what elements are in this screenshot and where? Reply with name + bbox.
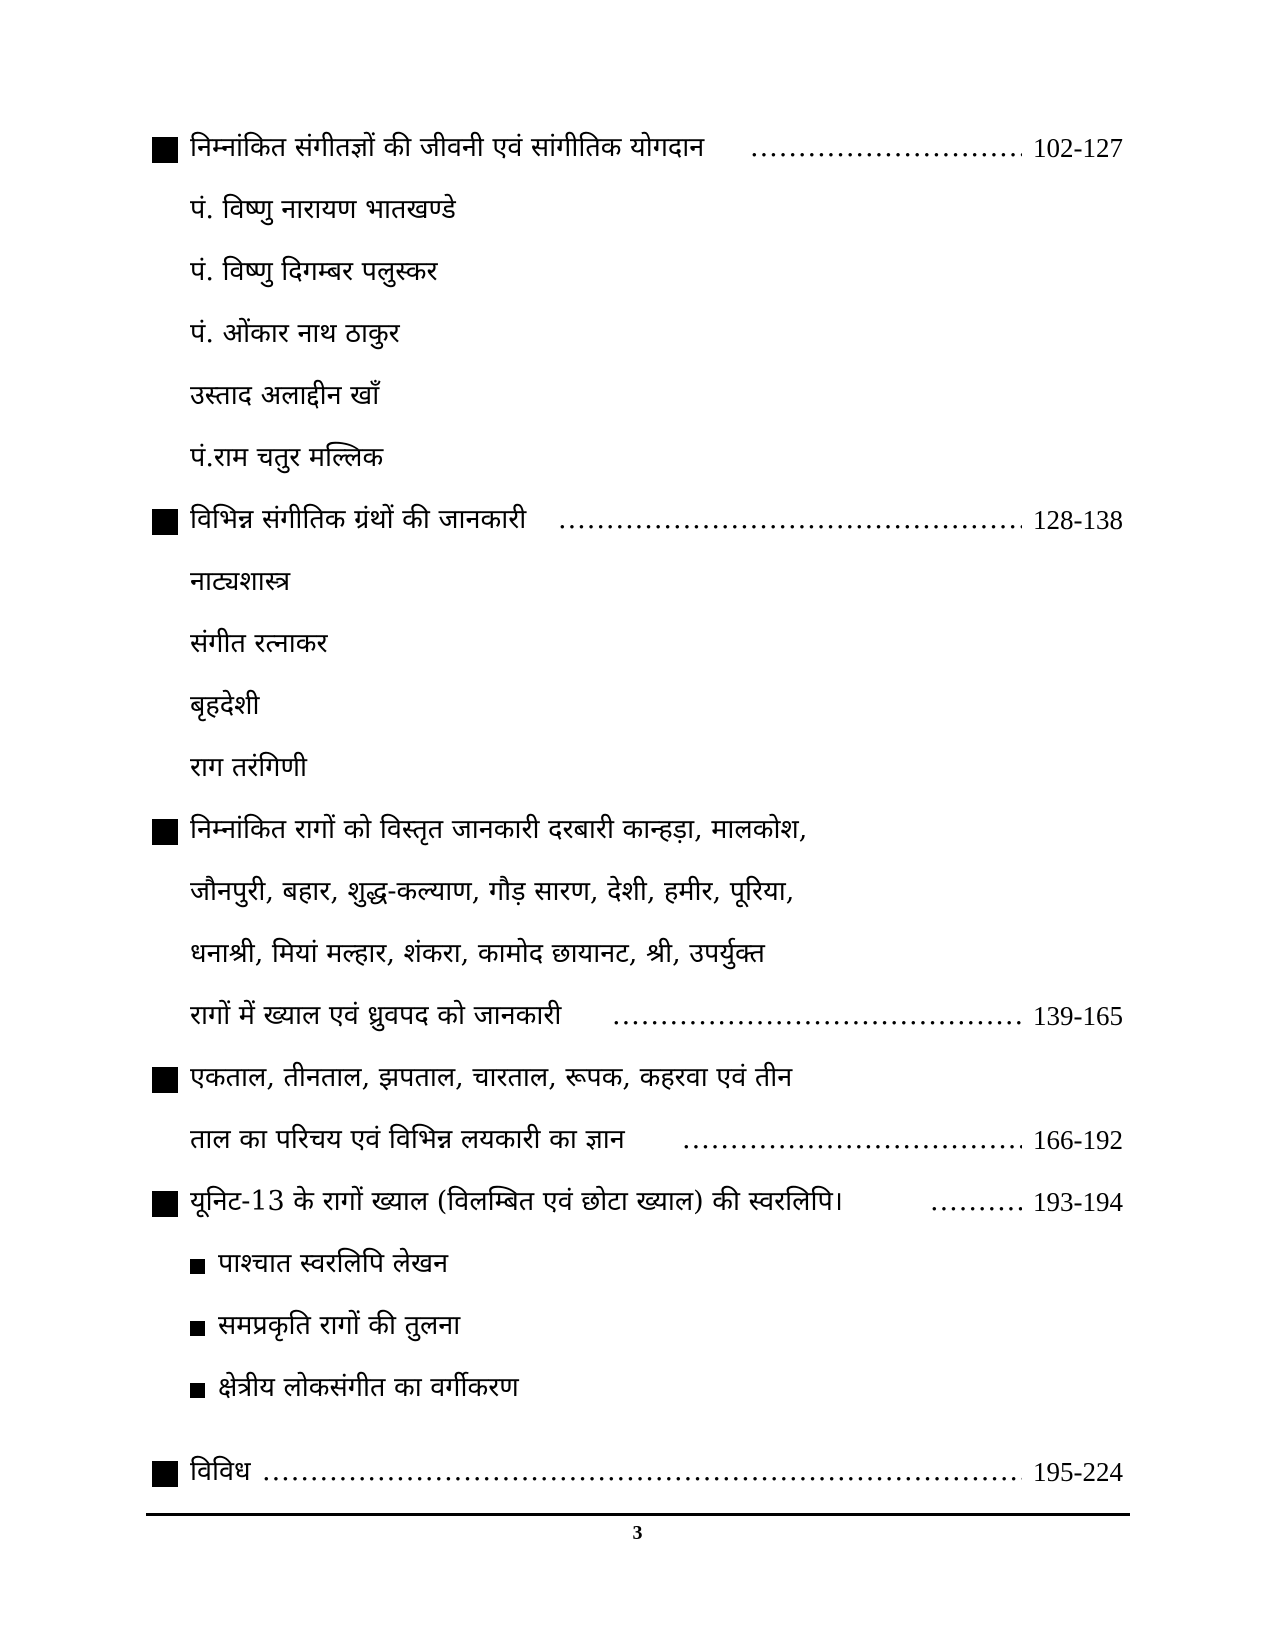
- musician-name: उस्ताद अलाद्दीन खाँ: [190, 380, 380, 411]
- square-bullet-icon: [152, 137, 178, 163]
- toc-entry-continuation: [0, 1120, 1123, 1160]
- toc-entry-title: एकताल, तीनताल, झपताल, चारताल, रूपक, कहरवा एवं तीन: [190, 1062, 793, 1093]
- grantha-name: राग तरंगिणी: [190, 752, 307, 783]
- square-bullet-icon: [190, 1259, 205, 1274]
- dot-leader: [262, 1452, 1022, 1492]
- raga-list-line: धनाश्री, मियां मल्हार, शंकरा, कामोद छायानट, श्री, उपर्युक्त: [190, 938, 765, 969]
- tala-line: ताल का परिचय एवं विभिन्न लयकारी का ज्ञान: [190, 1124, 625, 1155]
- musician-name: पं. विष्णु नारायण भातखण्डे: [190, 194, 456, 225]
- dot-leader: [558, 500, 1022, 540]
- toc-entry: [0, 1182, 1123, 1222]
- grantha-name: संगीत रत्नाकर: [190, 628, 328, 659]
- sub-item-text: समप्रकृति रागों की तुलना: [218, 1310, 461, 1341]
- page-number: 3: [632, 1522, 643, 1544]
- square-bullet-icon: [190, 1321, 205, 1336]
- square-bullet-icon: [152, 1191, 178, 1217]
- square-bullet-icon: [152, 509, 178, 535]
- dot-leader: [612, 996, 1022, 1036]
- musician-name: पं. ओंकार नाथ ठाकुर: [190, 318, 400, 349]
- musician-name: पं. विष्णु दिगम्बर पलुस्कर: [190, 256, 438, 287]
- toc-page-range: 139-165: [1033, 1001, 1123, 1031]
- toc-page-range: 195-224: [1033, 1457, 1123, 1487]
- toc-entry-title: निम्नांकित रागों को विस्तृत जानकारी दरबारी कान्हड़ा, मालकोश,: [190, 814, 808, 845]
- toc-page-range: 166-192: [1033, 1125, 1123, 1155]
- square-bullet-icon: [152, 1461, 178, 1487]
- toc-entry: [0, 500, 1123, 540]
- toc-entry-continuation: [0, 996, 1123, 1036]
- sub-item-text: पाश्चात स्वरलिपि लेखन: [218, 1248, 449, 1279]
- toc-entry-title: विविध: [190, 1456, 251, 1487]
- raga-list-line: जौनपुरी, बहार, शुद्ध-कल्याण, गौड़ सारण, देशी, हमीर, पूरिया,: [190, 876, 795, 907]
- toc-page-range: 193-194: [1033, 1187, 1123, 1217]
- dot-leader: [750, 128, 1022, 168]
- square-bullet-icon: [152, 819, 178, 845]
- dot-leader: [682, 1120, 1022, 1160]
- toc-page-range: 128-138: [1033, 505, 1123, 535]
- toc-entry: [0, 1452, 1123, 1492]
- toc-entry-title: यूनिट-13 के रागों ख्याल (विलम्बित एवं छोटा ख्याल) की स्वरलिपि।: [190, 1186, 844, 1217]
- toc-entry-title: विभिन्न संगीतिक ग्रंथों की जानकारी: [190, 504, 527, 535]
- sub-item-text: क्षेत्रीय लोकसंगीत का वर्गीकरण: [218, 1372, 519, 1403]
- toc-page-range: 102-127: [1033, 133, 1123, 163]
- toc-entry-title: निम्नांकित संगीतज्ञों की जीवनी एवं सांगीतिक योगदान: [190, 132, 705, 163]
- grantha-name: बृहदेशी: [190, 690, 260, 721]
- dot-leader: [930, 1182, 1022, 1222]
- square-bullet-icon: [190, 1383, 205, 1398]
- toc-entry: [0, 128, 1123, 168]
- raga-list-line: रागों में ख्याल एवं ध्रुवपद को जानकारी: [190, 1000, 562, 1031]
- musician-name: पं.राम चतुर मल्लिक: [190, 442, 384, 473]
- square-bullet-icon: [152, 1067, 178, 1093]
- grantha-name: नाट्यशास्त्र: [190, 566, 291, 597]
- footer-rule: [146, 1513, 1130, 1516]
